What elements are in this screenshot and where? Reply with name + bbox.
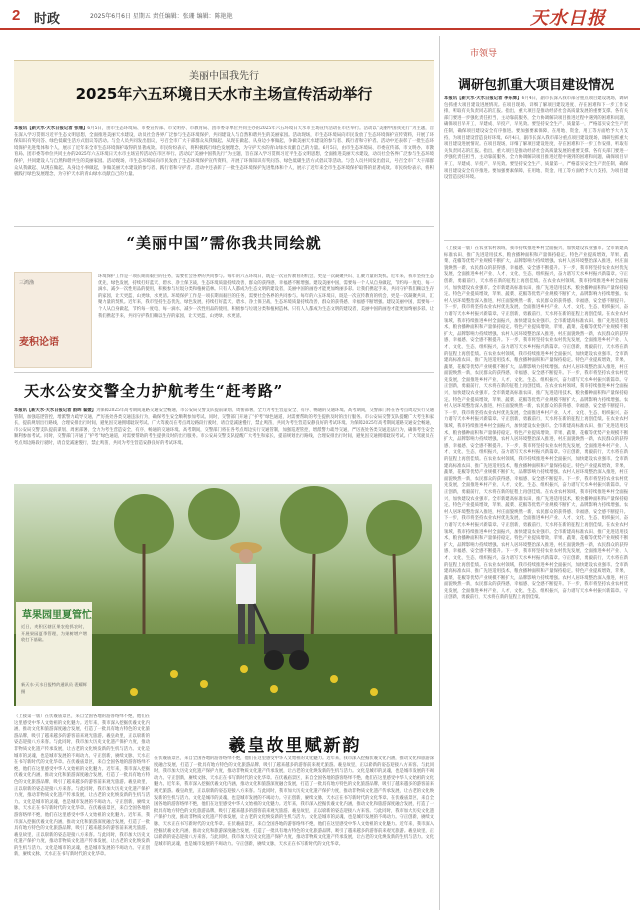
- headline-box: [14, 60, 434, 122]
- traffic-article-body: 本报讯【新天水·天水日报记者 韵晖 翟媛】为保障2025年高考期间道路交通安全畅通，市公安局交警支队提前谋划、周密部署，全力为考生营造安全、有序、畅通的交通环境。高考期间，交警部门将在各考点周边实行交通管制，加强巡逻管控，增派警力疏导交通，严厉查处各类交通违法行为，确保考生安全顺利参加考试。同时，交警部门开通了“护考”绿色通道，对需要帮助的考生提供及时的出行服务。市公安局交警支队提醒广大考生和家长，提前规划出行路线，合理安排出行时间，避免因交通拥堵耽误考试。广大驾驶员在考点周边路段行驶时，请自觉减速慢行，禁止鸣笛，共同为考生营造安静良好的考试环境。为保障2025年高考期间道路交通安全畅通，市公安局交警支队提前谋划、周密部署，全力为考生营造安全、有序、畅通的交通环境。高考期间，交警部门将在各考点周边实行交通管制，加强巡逻管控，增派警力疏导交通，严厉查处各类交通违法行为，确保考生安全顺利参加考试。同时，交警部门开通了“护考”绿色通道，对需要帮助的考生提供及时的出行服务。市公安局交警支队提醒广大考生和家长，提前规划出行路线，合理安排出行时间，避免因交通拥堵耽误考试。广大驾驶员在考点周边路段行驶时，请自觉减速慢行，禁止鸣笛，共同为考生营造安静良好的考试环境。: [14, 408, 434, 446]
- project-byline: 本报讯【新天水·天水日报记者 李东辉】: [444, 96, 522, 101]
- photo-caption-text: 近日，麦积区辖区果农抢抓农时，开展果园夏季管理，为果树增产增收打下基础。: [21, 624, 87, 643]
- column-logo: 麦积论语: [19, 337, 59, 348]
- culture-article-title[interactable]: 羲皇故里赋新韵: [228, 736, 362, 756]
- traffic-article-title[interactable]: 天水公安交警全力护航考生“赶考路”: [24, 382, 284, 400]
- culture-article-body-left: （上接第一版）在伏羲庙景区，来自全国各地的游客络绎不绝，他们在这里感受中华人文始祖的文化魅力。近年来，我市深入挖掘伏羲文化内涵，推动文化和旅游深度融合发展，打造了一批具有地方特色的文化旅游品牌，吸引了越来越多的游客前来观光旅游。羲皇故里，正以崭新的姿态迎接八方来客。与此同时，我市加大历史文化遗产保护力度，推动非物质文化遗产传承发展，让古老的文化焕发新的生机与活力。文化是城市的灵魂，也是城市发展的不竭动力。守正创新，赓续文脉，天水正在书写新时代的文化华章。在伏羲庙景区，来自全国各地的游客络绎不绝，他们在这里感受中华人文始祖的文化魅力。近年来，我市深入挖掘伏羲文化内涵，推动文化和旅游深度融合发展，打造了一批具有地方特色的文化旅游品牌，吸引了越来越多的游客前来观光旅游。羲皇故里，正以崭新的姿态迎接八方来客。与此同时，我市加大历史文化遗产保护力度，推动非物质文化遗产传承发展，让古老的文化焕发新的生机与活力。文化是城市的灵魂，也是城市发展的不竭动力。守正创新，赓续文脉，天水正在书写新时代的文化华章。在伏羲庙景区，来自全国各地的游客络绎不绝，他们在这里感受中华人文始祖的文化魅力。近年来，我市深入挖掘伏羲文化内涵，推动文化和旅游深度融合发展，打造了一批具有地方特色的文化旅游品牌，吸引了越来越多的游客前来观光旅游。羲皇故里，正以崭新的姿态迎接八方来客。与此同时，我市加大历史文化遗产保护力度，推动非物质文化遗产传承发展，让古老的文化焕发新的生机与活力。文化是城市的灵魂，也是城市发展的不竭动力。守正创新，赓续文脉，天水正在书写新时代的文化华章。: [14, 714, 150, 858]
- author-label: 三鸿渔: [19, 280, 35, 286]
- traffic-byline: 本报讯【新天水·天水日报记者 韵晖 翟媛】: [14, 408, 96, 413]
- page-number: 2: [12, 7, 21, 24]
- photo-caption-box: [16, 602, 92, 706]
- article-kicker: 美丽中国我先行: [189, 71, 259, 82]
- article-body: 本报讯【新天水·天水日报记者 张珊】6月5日，由市生态环境局、市委宣传部、市文明办、市教育局、团市委等单位共同主办的2025年六五环境日天水市主场宣传活动在市区举行。活动以“美丽中国我先行”为主题，旨在深入学习贯彻习近平生态文明思想，全面推进美丽天水建设，动员社会各界广泛参与生态环境保护，共同建设人与自然和谐共生的美丽家园。活动现场，市生态环境局向市民发放了生态环境保护宣传资料，开展了环保知识有奖问答、绿色低碳生活方式倡议等活动。与会人员共同发出倡议，号召全市广大干部群众从我做起、从现在做起、从身边小事做起，争做美丽天水建设的参与者、践行者和守护者。活动中还表彰了一批生态环境保护先进集体和个人，展示了近年来全市生态环境保护取得的显著成效。市民纷纷表示，将积极践行绿色发展理念，为守护天水的青山绿水贡献自己的力量。6月5日，由市生态环境局、市委宣传部、市文明办、市教育局、团市委等单位共同主办的2025年六五环境日天水市主场宣传活动在市区举行。活动以“美丽中国我先行”为主题，旨在深入学习贯彻习近平生态文明思想，全面推进美丽天水建设，动员社会各界广泛参与生态环境保护，共同建设人与自然和谐共生的美丽家园。活动现场，市生态环境局向市民发放了生态环境保护宣传资料，开展了环保知识有奖问答、绿色低碳生活方式倡议等活动。与会人员共同发出倡议，号召全市广大干部群众从我做起、从现在做起、从身边小事做起，争做美丽天水建设的参与者、践行者和守护者。活动中还表彰了一批生态环境保护先进集体和个人，展示了近年来全市生态环境保护取得的显著成效。市民纷纷表示，将积极践行绿色发展理念，为守护天水的青山绿水贡献自己的力量。: [14, 126, 434, 178]
- photo-credit: 新天水·天水日报特约通讯员 裴耀辉 摄: [21, 682, 87, 694]
- article-byline: 本报讯【新天水·天水日报记者 张珊】: [14, 126, 88, 131]
- commentary-title[interactable]: “美丽中国”需你我共同绘就: [126, 234, 322, 252]
- project-article-title[interactable]: 调研包抓重大项目建设情况: [457, 78, 614, 93]
- commentary-body: 环境保护工作是一项长期而艰巨的任务，需要社会各界的共同参与。每年的六五环境日，既是一次宣传教育的机会，更是一次凝聚共识、汇聚力量的契机。近年来，我市坚持生态优先、绿色发展，持续打好蓝天、碧水、净土保卫战，生态环境质量持续改善，群众的获得感、幸福感不断增强。建设美丽中国，需要每一个人从自身做起，节约每一度电、每一滴水，减少一次性用品的使用，积极参与垃圾分类和植树造林。只有人人都成为生态文明的建设者，美丽中国的画卷才能更加绚丽多彩。让我们携起手来，共同守护我们赖以生存的家园，让天更蓝、山更绿、水更清。环境保护工作是一项长期而艰巨的任务，需要社会各界的共同参与。每年的六五环境日，既是一次宣传教育的机会，更是一次凝聚共识、汇聚力量的契机。近年来，我市坚持生态优先、绿色发展，持续打好蓝天、碧水、净土保卫战，生态环境质量持续改善，群众的获得感、幸福感不断增强。建设美丽中国，需要每一个人从自身做起，节约每一度电、每一滴水，减少一次性用品的使用，积极参与垃圾分类和植树造林。只有人人都成为生态文明的建设者，美丽中国的画卷才能更加绚丽多彩。让我们携起手来，共同守护我们赖以生存的家园，让天更蓝、山更绿、水更清。: [98, 274, 434, 319]
- continued-article-body: （上接第一版）在农业农村领域，我市持续推进乡村全面振兴，加快建设农业强市。全市新建高标准农田、推广先进适用技术，粮食播种面积和产量保持稳定。特色产业提质增效，苹果、蔬菜、花椒等优势产业规模不断扩大，品牌影响力持续增强。农村人居环境整治深入推进，村庄面貌焕然一新，农民群众的获得感、幸福感、安全感不断提升。下一步，我市将坚持农业农村优先发展，全面推进乡村产业、人才、文化、生态、组织振兴，奋力谱写天水乡村振兴新篇章。守正创新，勇毅前行，天水将在新的征程上再创佳绩。在农业农村领域，我市持续推进乡村全面振兴，加快建设农业强市。全市新建高标准农田、推广先进适用技术，粮食播种面积和产量保持稳定。特色产业提质增效，苹果、蔬菜、花椒等优势产业规模不断扩大，品牌影响力持续增强。农村人居环境整治深入推进，村庄面貌焕然一新，农民群众的获得感、幸福感、安全感不断提升。下一步，我市将坚持农业农村优先发展，全面推进乡村产业、人才、文化、生态、组织振兴，奋力谱写天水乡村振兴新篇章。守正创新，勇毅前行，天水将在新的征程上再创佳绩。在农业农村领域，我市持续推进乡村全面振兴，加快建设农业强市。全市新建高标准农田、推广先进适用技术，粮食播种面积和产量保持稳定。特色产业提质增效，苹果、蔬菜、花椒等优势产业规模不断扩大，品牌影响力持续增强。农村人居环境整治深入推进，村庄面貌焕然一新，农民群众的获得感、幸福感、安全感不断提升。下一步，我市将坚持农业农村优先发展，全面推进乡村产业、人才、文化、生态、组织振兴，奋力谱写天水乡村振兴新篇章。守正创新，勇毅前行，天水将在新的征程上再创佳绩。在农业农村领域，我市持续推进乡村全面振兴，加快建设农业强市。全市新建高标准农田、推广先进适用技术，粮食播种面积和产量保持稳定。特色产业提质增效，苹果、蔬菜、花椒等优势产业规模不断扩大，品牌影响力持续增强。农村人居环境整治深入推进，村庄面貌焕然一新，农民群众的获得感、幸福感、安全感不断提升。下一步，我市将坚持农业农村优先发展，全面推进乡村产业、人才、文化、生态、组织振兴，奋力谱写天水乡村振兴新篇章。守正创新，勇毅前行，天水将在新的征程上再创佳绩。在农业农村领域，我市持续推进乡村全面振兴，加快建设农业强市。全市新建高标准农田、推广先进适用技术，粮食播种面积和产量保持稳定。特色产业提质增效，苹果、蔬菜、花椒等优势产业规模不断扩大，品牌影响力持续增强。农村人居环境整治深入推进，村庄面貌焕然一新，农民群众的获得感、幸福感、安全感不断提升。下一步，我市将坚持农业农村优先发展，全面推进乡村产业、人才、文化、生态、组织振兴，奋力谱写天水乡村振兴新篇章。守正创新，勇毅前行，天水将在新的征程上再创佳绩。在农业农村领域，我市持续推进乡村全面振兴，加快建设农业强市。全市新建高标准农田、推广先进适用技术，粮食播种面积和产量保持稳定。特色产业提质增效，苹果、蔬菜、花椒等优势产业规模不断扩大，品牌影响力持续增强。农村人居环境整治深入推进，村庄面貌焕然一新，农民群众的获得感、幸福感、安全感不断提升。下一步，我市将坚持农业农村优先发展，全面推进乡村产业、人才、文化、生态、组织振兴，奋力谱写天水乡村振兴新篇章。守正创新，勇毅前行，天水将在新的征程上再创佳绩。在农业农村领域，我市持续推进乡村全面振兴，加快建设农业强市。全市新建高标准农田、推广先进适用技术，粮食播种面积和产量保持稳定。特色产业提质增效，苹果、蔬菜、花椒等优势产业规模不断扩大，品牌影响力持续增强。农村人居环境整治深入推进，村庄面貌焕然一新，农民群众的获得感、幸福感、安全感不断提升。下一步，我市将坚持农业农村优先发展，全面推进乡村产业、人才、文化、生态、组织振兴，奋力谱写天水乡村振兴新篇章。守正创新，勇毅前行，天水将在新的征程上再创佳绩。在农业农村领域，我市持续推进乡村全面振兴，加快建设农业强市。全市新建高标准农田、推广先进适用技术，粮食播种面积和产量保持稳定。特色产业提质增效，苹果、蔬菜、花椒等优势产业规模不断扩大，品牌影响力持续增强。农村人居环境整治深入推进，村庄面貌焕然一新，农民群众的获得感、幸福感、安全感不断提升。下一步，我市将坚持农业农村优先发展，全面推进乡村产业、人才、文化、生态、组织振兴，奋力谱写天水乡村振兴新篇章。守正创新，勇毅前行，天水将在新的征程上再创佳绩。在农业农村领域，我市持续推进乡村全面振兴，加快建设农业强市。全市新建高标准农田、推广先进适用技术，粮食播种面积和产量保持稳定。特色产业提质增效，苹果、蔬菜、花椒等优势产业规模不断扩大，品牌影响力持续增强。农村人居环境整治深入推进，村庄面貌焕然一新，农民群众的获得感、幸福感、安全感不断提升。下一步，我市将坚持农业农村优先发展，全面推进乡村产业、人才、文化、生态、组织振兴，奋力谱写天水乡村振兴新篇章。守正创新，勇毅前行，天水将在新的征程上再创佳绩。在农业农村领域，我市持续推进乡村全面振兴，加快建设农业强市。全市新建高标准农田、推广先进适用技术，粮食播种面积和产量保持稳定。特色产业提质增效，苹果、蔬菜、花椒等优势产业规模不断扩大，品牌影响力持续增强。农村人居环境整治深入推进，村庄面貌焕然一新，农民群众的获得感、幸福感、安全感不断提升。下一步，我市将坚持农业农村优先发展，全面推进乡村产业、人才、文化、生态、组织振兴，奋力谱写天水乡村振兴新篇章。守正创新，勇毅前行，天水将在新的征程上再创佳绩。: [444, 246, 628, 601]
- column-tag: 市领导: [470, 49, 498, 59]
- project-article-body: 本报讯【新天水·天水日报记者 李东辉】6月4日，副市长深入我市部分重点项目建设现场，调研包抓重大项目建设进展情况。在项目现场，详细了解项目建设进度、存在困难和下一步工作安排，听取有关负责同志的汇报。指出，重大项目是推动经济社会高质量发展的重要支撑。各有关部门要进一步强化责任担当，主动靠前服务，全力协调解决项目推进过程中遇到的困难和问题，确保项目早开工、早建成、早投产、早见效。要坚持安全生产、质量第一，严格落实安全生产责任制，确保项目建设安全有序推进。要加强要素保障，在用地、资金、用工等方面给予大力支持，为项目建设营造良好环境。6月4日，副市长深入我市部分重点项目建设现场，调研包抓重大项目建设进展情况。在项目现场，详细了解项目建设进度、存在困难和下一步工作安排，听取有关负责同志的汇报。指出，重大项目是推动经济社会高质量发展的重要支撑。各有关部门要进一步强化责任担当，主动靠前服务，全力协调解决项目推进过程中遇到的困难和问题，确保项目早开工、早建成、早投产、早见效。要坚持安全生产、质量第一，严格落实安全生产责任制，确保项目建设安全有序推进。要加强要素保障，在用地、资金、用工等方面给予大力支持，为项目建设营造良好环境。: [444, 96, 628, 181]
- culture-article-body-right: 在伏羲庙景区，来自全国各地的游客络绎不绝，他们在这里感受中华人文始祖的文化魅力。近年来，我市深入挖掘伏羲文化内涵，推动文化和旅游深度融合发展，打造了一批具有地方特色的文化旅游品牌，吸引了越来越多的游客前来观光旅游。羲皇故里，正以崭新的姿态迎接八方来客。与此同时，我市加大历史文化遗产保护力度，推动非物质文化遗产传承发展，让古老的文化焕发新的生机与活力。文化是城市的灵魂，也是城市发展的不竭动力。守正创新，赓续文脉，天水正在书写新时代的文化华章。在伏羲庙景区，来自全国各地的游客络绎不绝，他们在这里感受中华人文始祖的文化魅力。近年来，我市深入挖掘伏羲文化内涵，推动文化和旅游深度融合发展，打造了一批具有地方特色的文化旅游品牌，吸引了越来越多的游客前来观光旅游。羲皇故里，正以崭新的姿态迎接八方来客。与此同时，我市加大历史文化遗产保护力度，推动非物质文化遗产传承发展，让古老的文化焕发新的生机与活力。文化是城市的灵魂，也是城市发展的不竭动力。守正创新，赓续文脉，天水正在书写新时代的文化华章。在伏羲庙景区，来自全国各地的游客络绎不绝，他们在这里感受中华人文始祖的文化魅力。近年来，我市深入挖掘伏羲文化内涵，推动文化和旅游深度融合发展，打造了一批具有地方特色的文化旅游品牌，吸引了越来越多的游客前来观光旅游。羲皇故里，正以崭新的姿态迎接八方来客。与此同时，我市加大历史文化遗产保护力度，推动非物质文化遗产传承发展，让古老的文化焕发新的生机与活力。文化是城市的灵魂，也是城市发展的不竭动力。守正创新，赓续文脉，天水正在书写新时代的文化华章。在伏羲庙景区，来自全国各地的游客络绎不绝，他们在这里感受中华人文始祖的文化魅力。近年来，我市深入挖掘伏羲文化内涵，推动文化和旅游深度融合发展，打造了一批具有地方特色的文化旅游品牌，吸引了越来越多的游客前来观光旅游。羲皇故里，正以崭新的姿态迎接八方来客。与此同时，我市加大历史文化遗产保护力度，推动非物质文化遗产传承发展，让古老的文化焕发新的生机与活力。文化是城市的灵魂，也是城市发展的不竭动力。守正创新，赓续文脉，天水正在书写新时代的文化华章。: [154, 756, 434, 847]
- farmer-figure: [230, 542, 262, 644]
- masthead-logo: 天水日报: [530, 8, 606, 29]
- commentary-sidebar: [14, 272, 92, 368]
- article-title[interactable]: 2025年六五环境日天水市主场宣传活动举行: [75, 85, 373, 103]
- section-title: 时政: [34, 12, 61, 27]
- photo-caption-title: 草果园里夏管忙: [22, 610, 92, 621]
- page-meta: 2025年6月6日 星期五 责任编辑：张珊 编辑：陈艳艳: [90, 13, 233, 20]
